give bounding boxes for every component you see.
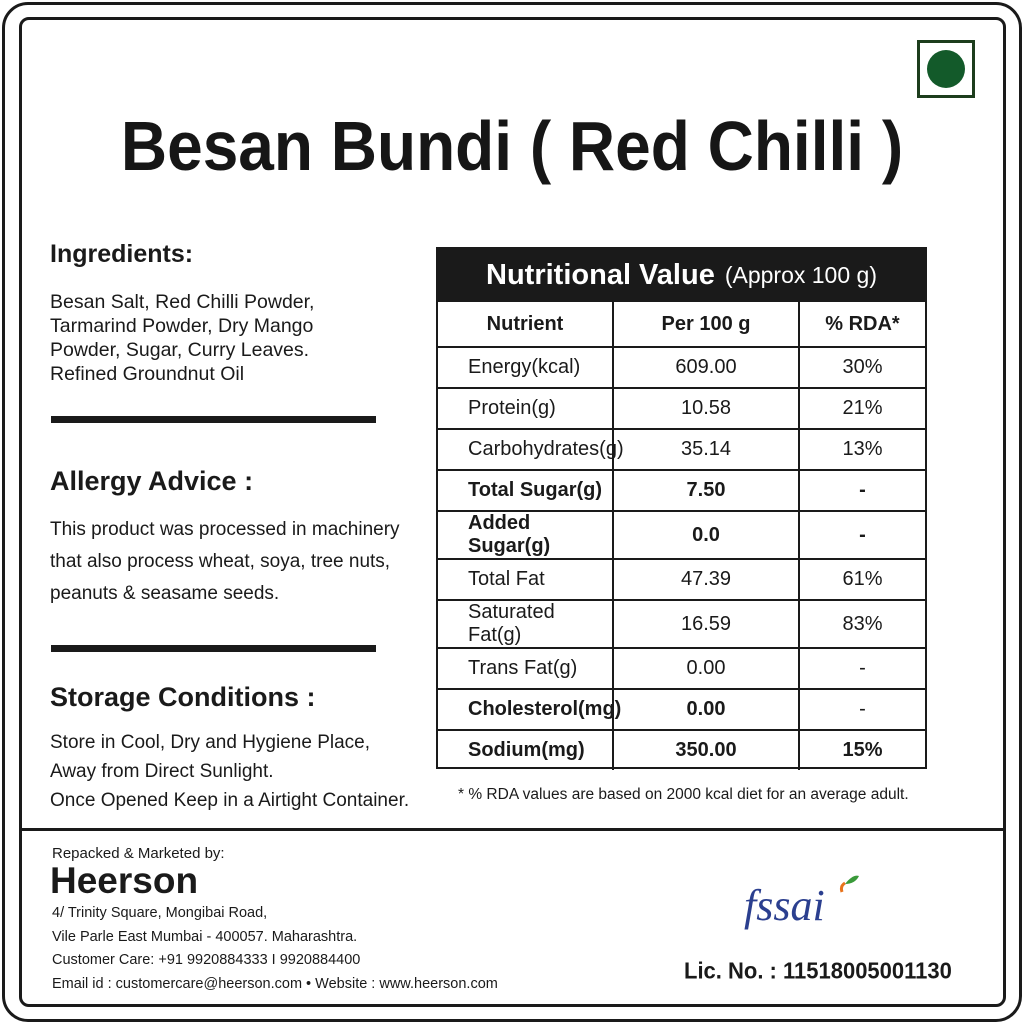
nutrient-cell: Trans Fat(g) [438, 648, 613, 689]
nutrient-cell: Cholesterol(mg) [438, 689, 613, 730]
fssai-logo-icon [742, 872, 862, 932]
storage-line: Away from Direct Sunlight. [50, 761, 274, 782]
per100-cell: 350.00 [613, 730, 799, 770]
rda-cell: 13% [799, 429, 925, 470]
ingredients-text [50, 290, 410, 386]
table-row [438, 429, 925, 470]
table-row [438, 511, 925, 559]
per100-cell: 0.00 [613, 648, 799, 689]
storage-line: Once Opened Keep in a Airtight Container. [50, 790, 410, 811]
nutrition-title: Nutritional Value [486, 259, 715, 291]
allergy-text [50, 514, 420, 610]
rda-cell: 30% [799, 347, 925, 388]
table-row [438, 648, 925, 689]
nutrient-cell: Total Fat [438, 559, 613, 600]
rda-cell: - [799, 470, 925, 511]
table-row [438, 347, 925, 388]
nutrient-cell: Protein(g) [438, 388, 613, 429]
per100-cell: 10.58 [613, 388, 799, 429]
nutrient-cell: Saturated Fat(g) [438, 600, 613, 648]
section-divider [51, 416, 376, 423]
rda-footnote: * % RDA values are based on 2000 kcal diet for an average adult. [458, 786, 909, 803]
nutrition-header [438, 249, 925, 302]
nutrient-cell: Energy(kcal) [438, 347, 613, 388]
nutrition-table [438, 302, 925, 770]
rda-cell: - [799, 648, 925, 689]
table-row [438, 730, 925, 770]
column-header-per100: Per 100 g [613, 302, 799, 347]
footer-divider [20, 828, 1005, 831]
nutrition-subtitle: (Approx 100 g) [724, 262, 877, 288]
ingredients-heading: Ingredients: [50, 240, 194, 268]
table-row [438, 470, 925, 511]
repacked-label: Repacked & Marketed by: [52, 845, 225, 862]
allergy-line: peanuts & seasame seeds. [50, 583, 280, 604]
rda-cell: - [799, 511, 925, 559]
allergy-line: This product was processed in machinery [50, 519, 400, 540]
table-header-row [438, 302, 925, 347]
column-header-rda: % RDA* [799, 302, 925, 347]
ingredients-line: Besan Salt, Red Chilli Powder, [50, 291, 315, 313]
rda-cell: - [799, 689, 925, 730]
rda-cell: 83% [799, 600, 925, 648]
per100-cell: 47.39 [613, 559, 799, 600]
customer-care: Customer Care: +91 9920884333 I 9920884400 [52, 952, 361, 968]
per100-cell: 0.00 [613, 689, 799, 730]
rda-cell: 15% [799, 730, 925, 770]
table-row [438, 388, 925, 429]
ingredients-line: Powder, Sugar, Curry Leaves. [50, 339, 310, 361]
table-row [438, 559, 925, 600]
nutrient-cell: Added Sugar(g) [438, 511, 613, 559]
per100-cell: 609.00 [613, 347, 799, 388]
brand-name: Heerson [50, 860, 199, 901]
nutrient-cell: Carbohydrates(g) [438, 429, 613, 470]
address-line: 4/ Trinity Square, Mongibai Road, [52, 905, 268, 921]
address-line: Vile Parle East Mumbai - 400057. Maharashtra. [52, 929, 358, 945]
storage-line: Store in Cool, Dry and Hygiene Place, [50, 732, 370, 753]
per100-cell: 7.50 [613, 470, 799, 511]
product-title: Besan Bundi ( Red Chilli ) [120, 107, 904, 185]
column-header-nutrient: Nutrient [438, 302, 613, 347]
veg-symbol-icon [917, 40, 975, 98]
license-number: Lic. No. : 11518005001130 [684, 957, 952, 984]
ingredients-line: Tarmarind Powder, Dry Mango [50, 315, 314, 337]
contact-info: Email id : customercare@heerson.com • Website : www.heerson.com [52, 976, 498, 992]
ingredients-line: Refined Groundnut Oil [50, 363, 245, 385]
per100-cell: 35.14 [613, 429, 799, 470]
nutrition-panel [436, 247, 927, 769]
rda-cell: 21% [799, 388, 925, 429]
per100-cell: 16.59 [613, 600, 799, 648]
nutrient-cell: Sodium(mg) [438, 730, 613, 770]
fssai-logo-text: fssai [744, 881, 825, 930]
table-row [438, 600, 925, 648]
nutrient-cell: Total Sugar(g) [438, 470, 613, 511]
rda-cell: 61% [799, 559, 925, 600]
table-row [438, 689, 925, 730]
per100-cell: 0.0 [613, 511, 799, 559]
allergy-heading: Allergy Advice : [50, 466, 254, 496]
storage-heading: Storage Conditions : [50, 682, 316, 712]
allergy-line: that also process wheat, soya, tree nuts, [50, 551, 391, 572]
section-divider [51, 645, 376, 652]
storage-text [50, 728, 430, 815]
